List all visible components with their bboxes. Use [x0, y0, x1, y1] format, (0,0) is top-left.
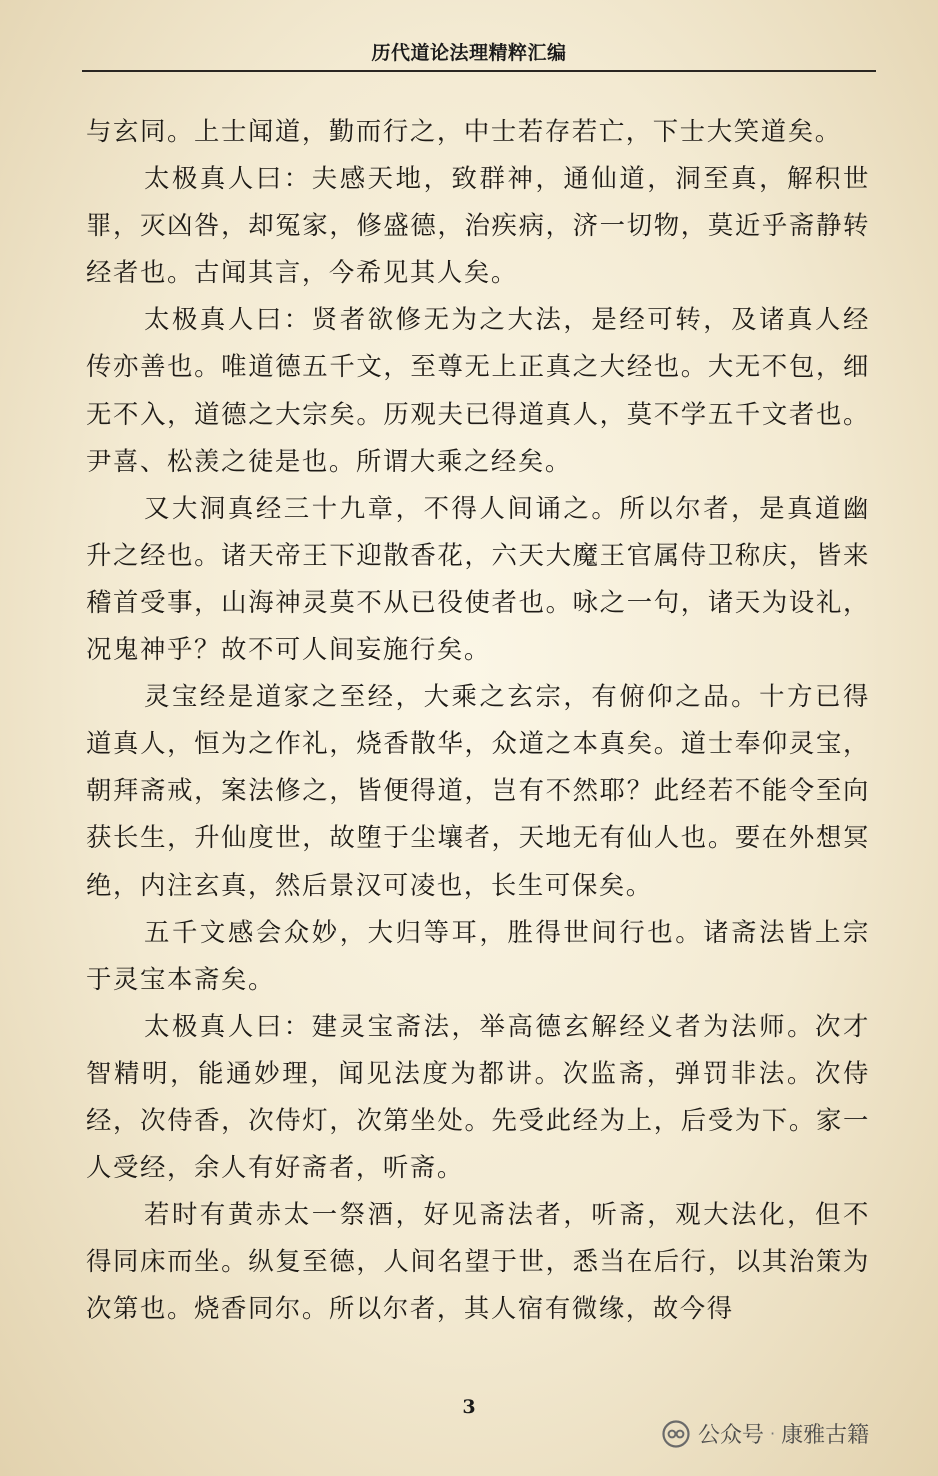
paragraph-6: 五千文感会众妙，大归等耳，胜得世间行也。诸斋法皆上宗于灵宝本斋矣。	[86, 916, 870, 994]
paragraph-5: 灵宝经是道家之至经，大乘之玄宗，有俯仰之品。十方已得道真人，恒为之作礼，烧香散华，众道之本真矣。道士奉仰灵宝，朝拜斋戒，案法修之，皆便得道，岂有不然耶？此经若不能令至向获长生，升仙度世，故堕于尘壤者，天地无有仙人也。要在外想冥绝，内注玄真，然后景汉可凌也，长生可保矣。	[86, 681, 870, 900]
wechat-official-account-icon	[662, 1420, 690, 1448]
page-number: 3	[462, 1396, 476, 1418]
watermark-platform: 公众号	[698, 1423, 765, 1448]
watermark	[662, 1418, 869, 1449]
watermark-account: 康雅古籍	[781, 1423, 870, 1448]
paragraph-2: 太极真人曰：夫感天地，致群神，通仙道，洞至真，解积世罪，灭凶咎，却冤家，修盛德，治疾病，济一切物，莫近乎斋静转经者也。古闻其言，今希见其人矣。	[86, 163, 870, 288]
body-text	[86, 108, 870, 1332]
book-header-title: 历代道论法理精粹汇编	[371, 42, 567, 64]
watermark-separator: ·	[770, 1424, 776, 1443]
paragraph-7: 太极真人曰：建灵宝斋法，举高德玄解经义者为法师。次才智精明，能通妙理，闻见法度为都讲。次监斋，弹罚非法。次侍经，次侍香，次侍灯，次第坐处。先受此经为上，后受为下。家一人受经，余人有好斋者，听斋。	[86, 1010, 870, 1183]
header-divider	[82, 70, 876, 72]
paragraph-3: 太极真人曰：贤者欲修无为之大法，是经可转，及诸真人经传亦善也。唯道德五千文，至尊无上正真之大经也。大无不包，细无不入，道德之大宗矣。历观夫已得道真人，莫不学五千文者也。尹喜、松羡之徒是也。所谓大乘之经矣。	[86, 304, 870, 476]
paragraph-8: 若时有黄赤太一祭酒，好见斋法者，听斋，观大法化，但不得同床而坐。纵复至德，人间名望于世，悉当在后行，以其治策为次第也。烧香同尔。所以尔者，其人宿有微缘，故今得	[86, 1199, 870, 1324]
paragraph-4: 又大洞真经三十九章，不得人间诵之。所以尔者，是真道幽升之经也。诸天帝王下迎散香花，六天大魔王官属侍卫称庆，皆来稽首受事，山海神灵莫不从已役使者也。咏之一句，诸天为设礼，况鬼神乎？故不可人间妄施行矣。	[86, 492, 870, 665]
paragraph-1: 与玄同。上士闻道，勤而行之，中士若存若亡，下士大笑道矣。	[86, 116, 842, 146]
